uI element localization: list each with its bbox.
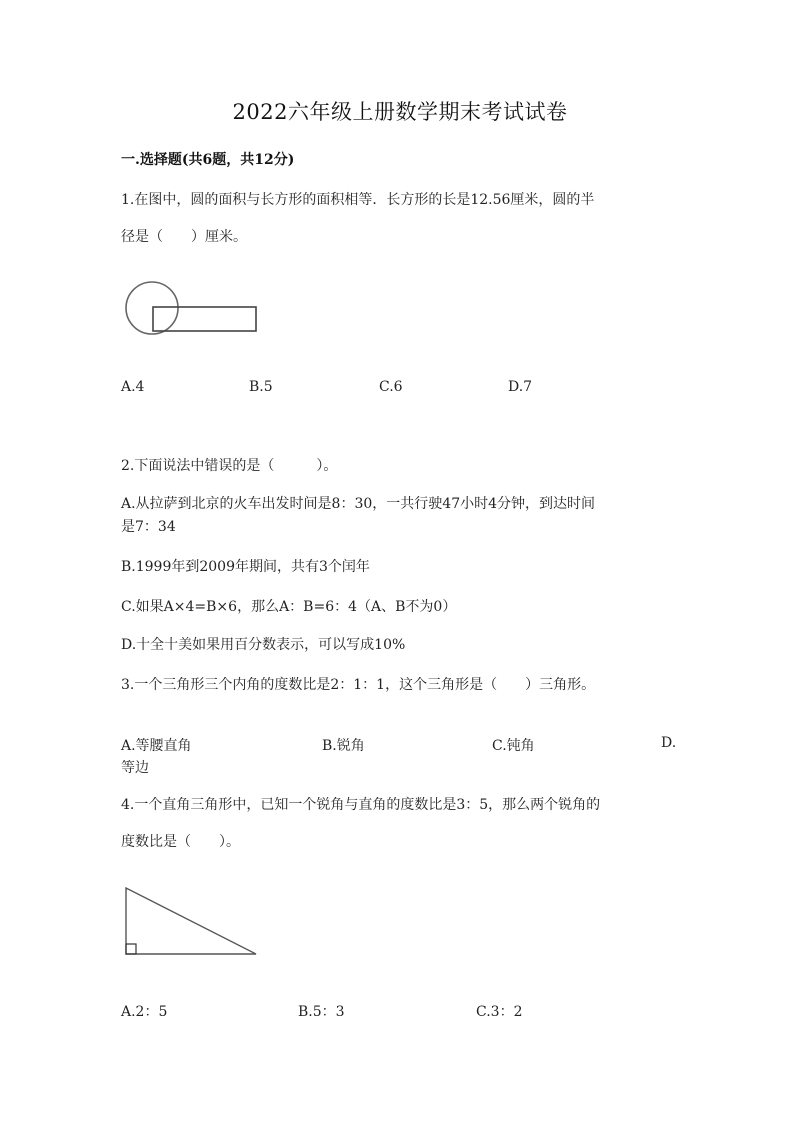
right-angle-marker bbox=[126, 944, 136, 954]
question-3-option-a[interactable]: A.等腰直角 bbox=[121, 738, 192, 754]
question-4-option-a[interactable]: A.2：5 bbox=[121, 1004, 168, 1020]
right-triangle-figure bbox=[120, 884, 262, 960]
question-3-option-b[interactable]: B.锐角 bbox=[322, 738, 365, 754]
question-2-option-b[interactable]: B.1999年到2009年期间，共有3个闰年 bbox=[121, 559, 370, 575]
page-title: 2022六年级上册数学期末考试试卷 bbox=[232, 100, 568, 124]
question-1-text-line-2: 径是（ ）厘米。 bbox=[121, 229, 247, 245]
question-4-option-c[interactable]: C.3：2 bbox=[476, 1004, 523, 1020]
question-3-option-d-continued[interactable]: 等边 bbox=[121, 760, 149, 776]
question-2-option-a-continued[interactable]: 是7：34 bbox=[121, 519, 176, 535]
section-heading: 一.选择题(共6题，共12分) bbox=[121, 152, 295, 168]
question-1-option-a[interactable]: A.4 bbox=[121, 379, 145, 395]
question-4-option-b[interactable]: B.5：3 bbox=[298, 1004, 345, 1020]
question-3-text: 3.一个三角形三个内角的度数比是2：1：1，这个三角形是（ ）三角形。 bbox=[121, 677, 596, 693]
circle-shape bbox=[126, 282, 178, 334]
question-1-text-line-1: 1.在图中，圆的面积与长方形的面积相等．长方形的长是12.56厘米，圆的半 bbox=[121, 192, 595, 208]
question-4-text-line-2: 度数比是（ ）。 bbox=[121, 834, 240, 850]
question-2-option-a[interactable]: A.从拉萨到北京的火车出发时间是8：30，一共行驶47小时4分钟，到达时间 bbox=[121, 496, 596, 512]
question-1-option-c[interactable]: C.6 bbox=[379, 379, 403, 395]
question-1-option-b[interactable]: B.5 bbox=[249, 379, 273, 395]
question-1-option-d[interactable]: D.7 bbox=[508, 379, 533, 395]
triangle-shape bbox=[126, 888, 256, 954]
question-4-text-line-1: 4.一个直角三角形中，已知一个锐角与直角的度数比是3：5，那么两个锐角的 bbox=[121, 797, 601, 813]
question-2-option-c[interactable]: C.如果A×4=B×6，那么A：B=6：4（A、B不为0） bbox=[121, 599, 457, 615]
question-3-option-c[interactable]: C.钝角 bbox=[492, 738, 535, 754]
question-2-option-d[interactable]: D.十全十美如果用百分数表示，可以写成10% bbox=[121, 637, 406, 653]
circle-and-rectangle-figure bbox=[120, 278, 265, 340]
question-3-option-d[interactable]: D. bbox=[661, 735, 677, 751]
question-2-text: 2.下面说法中错误的是（ ）。 bbox=[121, 458, 338, 474]
